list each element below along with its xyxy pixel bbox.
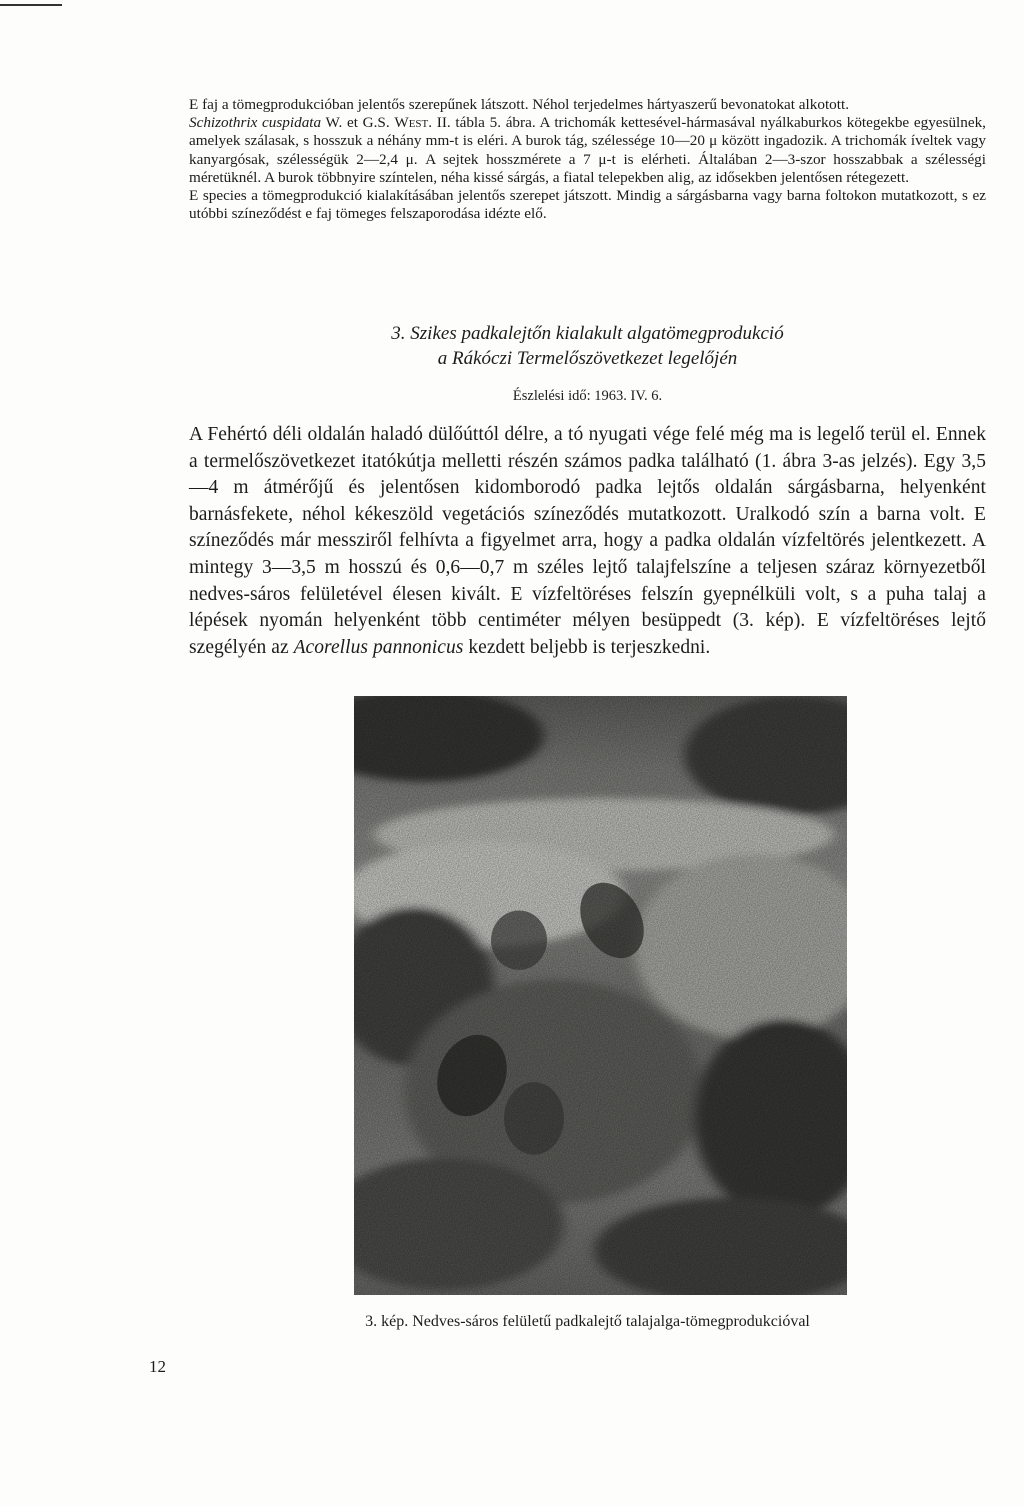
photo-soil-slope (354, 696, 847, 1295)
observation-date: Észlelési idő: 1963. IV. 6. (512, 388, 663, 404)
species-name: Schizothrix cuspidata (189, 114, 322, 132)
paragraph-3: E species a tömegprodukció kialakításában jelentős szerepet játszott. Mindig a sárgásbarna vagy barna foltokon mutatkozott, s ez utóbbi színeződést e faj tömeges felszaporodása idézte elő. (189, 187, 986, 223)
intro-text (189, 96, 986, 223)
photo-image (354, 696, 847, 1295)
section-heading-2: a Rákóczi Termelőszövetkezet legelőjén (437, 348, 738, 369)
main-text-part-b: kezdett beljebb is terjeszkedni. (463, 636, 711, 658)
top-rule (0, 4, 62, 6)
paragraph-1: E faj a tömegprodukcióban jelentős szerepűnek látszott. Néhol terjedelmes hártyaszerű bevonatokat alkotott. (189, 96, 850, 113)
species-author-b: West (394, 114, 429, 132)
section-heading-1: 3. Szikes padkalejtőn kialakult algatömegprodukció (391, 323, 784, 344)
main-text (189, 422, 986, 661)
main-text-species: Acorellus pannonicus (293, 636, 464, 658)
species-author-a: W. et G.S. (325, 114, 395, 132)
main-text-part-a: A Fehértó déli oldalán haladó dülőúttól délre, a tó nyugati vége felé még ma is legelő terül el. Ennek a termelőszövetkezet itatókútja melletti részén számos padka található (1. ábra 3-as jelzés). Egy 3,5—4 m átmérőjű és jelentősen kidomborodó padka lejtős oldalán sárgásbarna, helyenként barnásfekete, néhol kékeszöld vegetációs színeződés mutatkozott. Uralkodó szín a barna volt. E színeződés már messziről felhívta a figyelmet arra, hogy a padka oldalán vízfeltörés jelentkezett. A mintegy 3—3,5 m hosszú és 0,6—0,7 m széles lejtő talajfelszíne a teljesen száraz környezetből nedves-sáros felületével élesen kivált. E vízfeltöréses felszín gyepnélküli volt, s a puha talaj a lépések nyomán helyenként több centiméter mélyen besüppedt (3. kép). E vízfeltöréses lejtő szegélyén az (189, 424, 986, 658)
species-description: . II. tábla 5. ábra. A trichomák kettesével-hármasával nyálkaburkos kötegekbe egyesülnek, amelyek szálasak, s hosszuk a néhány mm-t is eléri. A burok tág, szélessége 10—20 μ között ingadozik. A trichomák íveltek vagy kanyargósak, szélességük 2—2,4 μ. A sejtek hosszmérete a 7 μ-t is elérheti. Általában 2—3-szor hosszabbak a szélességi méretüknél. A burok többnyire színtelen, néha kissé sárgás, a fiatal telepekben alig, az idősekben jelentősen rétegezett. (189, 114, 986, 186)
paragraph-2 (189, 114, 986, 187)
photo-caption: 3. kép. Nedves-sáros felületű padkalejtő talajalga-tömegprodukcióval (365, 1313, 810, 1331)
main-paragraph (189, 422, 986, 661)
page-number: 12 (149, 1357, 166, 1377)
